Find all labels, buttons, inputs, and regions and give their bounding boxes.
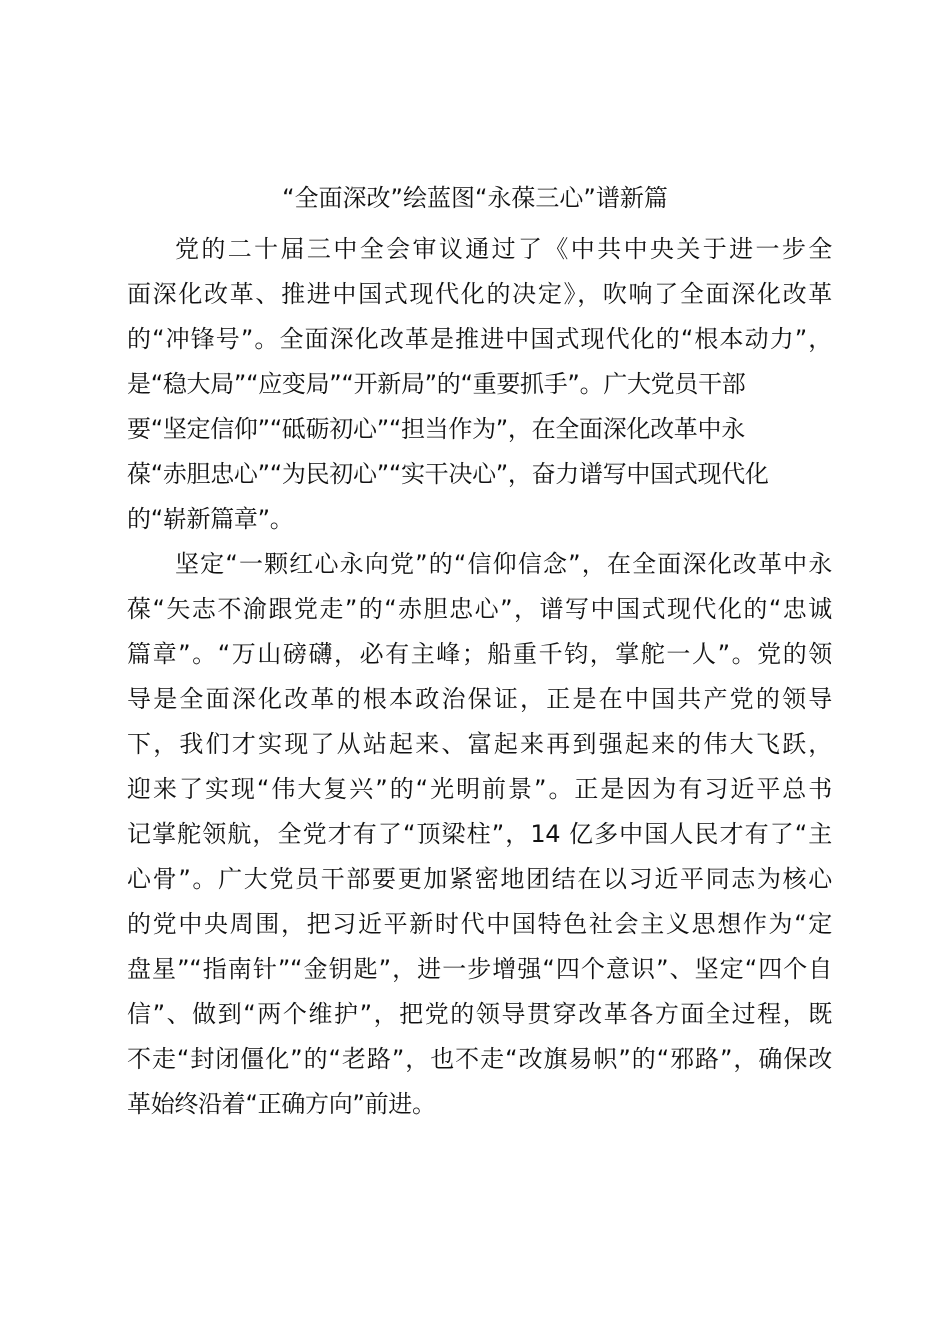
paragraph-line: 葆“矢志不渝跟党走”的“赤胆忠心”，谱写中国式现代化的“忠诚 bbox=[127, 595, 832, 623]
paragraph-line: 迎来了实现“伟大复兴”的“光明前景”。正是因为有习近平总书 bbox=[127, 775, 832, 803]
paragraph-line: 下，我们才实现了从站起来、富起来再到强起来的伟大飞跃， bbox=[127, 730, 832, 758]
paragraph-line: 是“稳大局”“应变局”“开新局”的“重要抓手”。广大党员干部 bbox=[127, 370, 746, 398]
paragraph-line: 葆“赤胆忠心”“为民初心”“实干决心”，奋力谱写中国式现代化 bbox=[127, 460, 769, 488]
paragraph-line: 导是全面深化改革的根本政治保证，正是在中国共产党的领导 bbox=[127, 685, 832, 713]
paragraph-line: 的“崭新篇章”。 bbox=[127, 505, 294, 533]
paragraph-line: 不走“封闭僵化”的“老路”，也不走“改旗易帜”的“邪路”，确保改 bbox=[127, 1045, 832, 1073]
paragraph-line: 要“坚定信仰”“砥砺初心”“担当作为”，在全面深化改革中永 bbox=[127, 415, 745, 443]
paragraph-line: 盘星”“指南针”“金钥匙”，进一步增强“四个意识”、坚定“四个自 bbox=[127, 955, 832, 983]
paragraph-line: 革始终沿着“正确方向”前进。 bbox=[127, 1090, 436, 1118]
paragraph-line: 面深化改革、推进中国式现代化的决定》，吹响了全面深化改革 bbox=[127, 280, 832, 308]
paragraph-line: 记掌舵领航，全党才有了“顶梁柱”，14 亿多中国人民才有了“主 bbox=[127, 820, 832, 848]
paragraph-line: 党的二十届三中全会审议通过了《中共中央关于进一步全 bbox=[175, 235, 832, 263]
paragraph-line: 篇章”。“万山磅礴，必有主峰；船重千钧，掌舵一人”。党的领 bbox=[127, 640, 832, 668]
paragraph-line: 的党中央周围，把习近平新时代中国特色社会主义思想作为“定 bbox=[127, 910, 832, 938]
document-title: “全面深改”绘蓝图“永葆三心”谱新篇 bbox=[282, 184, 668, 212]
paragraph-line: 心骨”。广大党员干部要更加紧密地团结在以习近平同志为核心 bbox=[127, 865, 832, 893]
paragraph-line: 的“冲锋号”。全面深化改革是推进中国式现代化的“根本动力”， bbox=[127, 325, 832, 353]
paragraph-line: 信”、做到“两个维护”，把党的领导贯穿改革各方面全过程，既 bbox=[127, 1000, 832, 1028]
paragraph-line: 坚定“一颗红心永向党”的“信仰信念”，在全面深化改革中永 bbox=[175, 550, 832, 578]
